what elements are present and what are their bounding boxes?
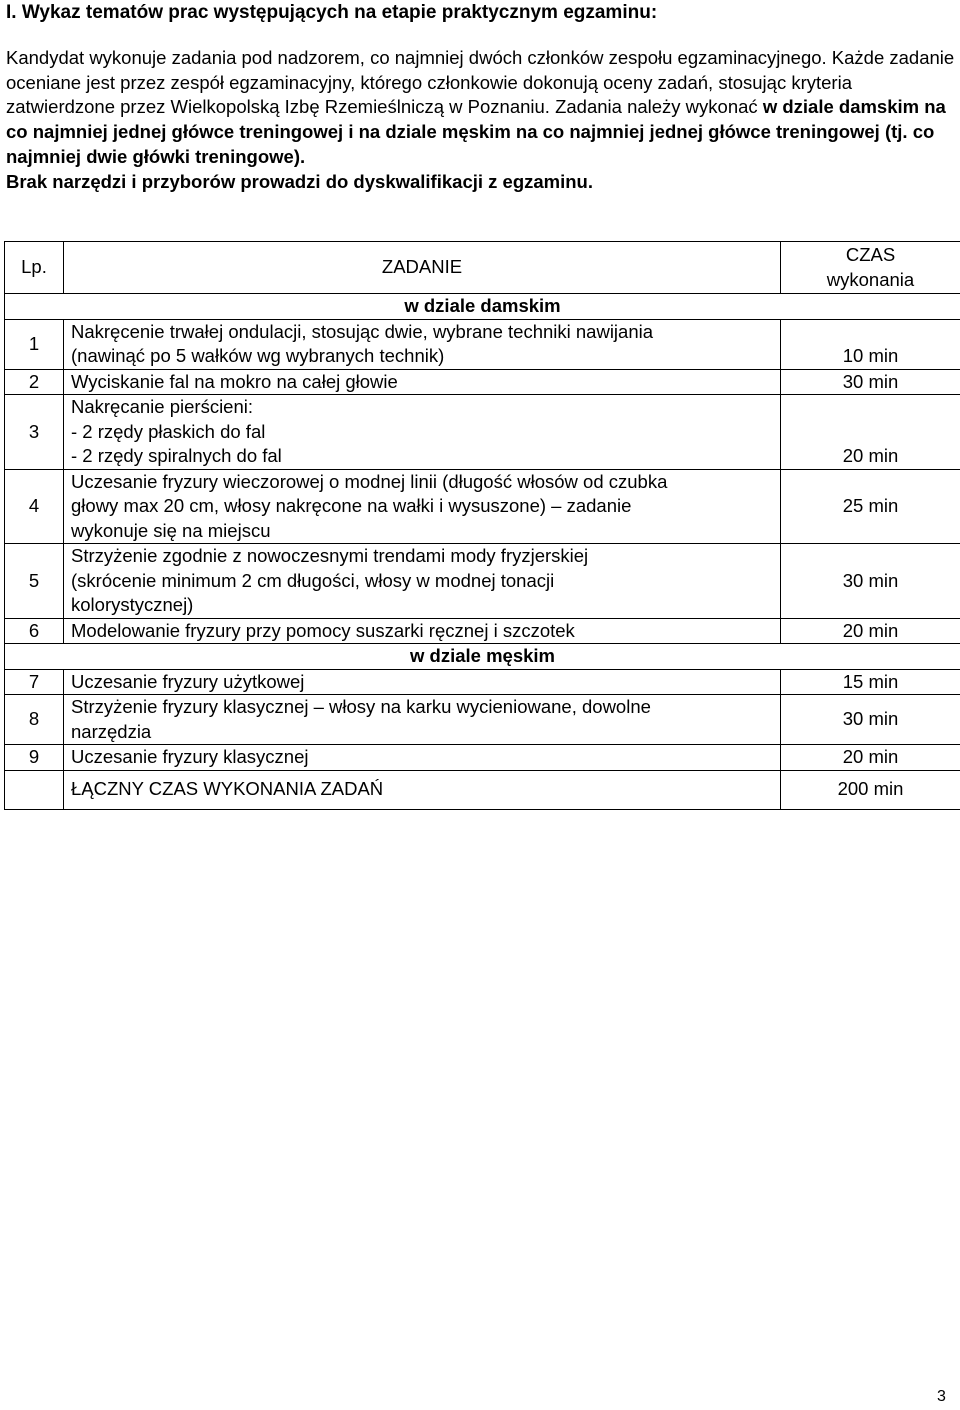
row-time: 20 min	[781, 745, 960, 771]
table-row	[5, 745, 960, 771]
row-task	[64, 469, 781, 544]
row-lp: 3	[5, 395, 64, 470]
row-lp: 7	[5, 669, 64, 695]
row-lp: 5	[5, 544, 64, 619]
page-heading: I. Wykaz tematów prac występujących na etapie praktycznym egzaminu:	[6, 2, 658, 23]
header-task: ZADANIE	[64, 242, 781, 294]
total-time: 200 min	[781, 770, 960, 809]
row-task	[64, 319, 781, 369]
row-time: 10 min	[781, 319, 960, 369]
table-row	[5, 695, 960, 745]
row-lp: 1	[5, 319, 64, 369]
row-time: 30 min	[781, 369, 960, 395]
table-row	[5, 319, 960, 369]
row-task: Uczesanie fryzury użytkowej	[64, 669, 781, 695]
row-time: 15 min	[781, 669, 960, 695]
row-task: Modelowanie fryzury przy pomocy suszarki ręcznej i szczotek	[64, 618, 781, 644]
task-line: kolorystycznej)	[71, 594, 194, 615]
task-line: - 2 rzędy płaskich do fal	[71, 420, 266, 442]
row-lp: 4	[5, 469, 64, 544]
row-lp: 6	[5, 618, 64, 644]
table-row	[5, 618, 960, 644]
total-label: ŁĄCZNY CZAS WYKONANIA ZADAŃ	[64, 770, 781, 809]
task-line: narzędzia	[71, 720, 152, 742]
table-row	[5, 669, 960, 695]
tasks-table	[4, 241, 960, 810]
row-time: 20 min	[781, 618, 960, 644]
table-row	[5, 395, 960, 470]
task-line: - 2 rzędy spiralnych do fal	[71, 445, 282, 466]
page-number: 3	[937, 1388, 946, 1405]
row-task: Uczesanie fryzury klasycznej	[64, 745, 781, 771]
task-line: głowy max 20 cm, włosy nakręcone na wałki i wysuszone) – zadanie	[71, 495, 632, 516]
header-lp: Lp.	[5, 242, 64, 294]
row-task	[64, 695, 781, 745]
row-task	[64, 395, 781, 470]
task-line: Strzyżenie zgodnie z nowoczesnymi trendami mody fryzjerskiej	[71, 545, 589, 566]
task-line: Strzyżenie fryzury klasycznej – włosy na karku wycieniowane, dowolne	[71, 696, 651, 717]
total-row	[5, 770, 960, 809]
task-line: Nakręcanie pierścieni:	[71, 396, 254, 417]
row-lp: 9	[5, 745, 64, 771]
header-time-line2: wykonania	[826, 268, 915, 290]
task-line: Nakręcenie trwałej ondulacji, stosując dwie, wybrane techniki nawijania	[71, 320, 654, 342]
table-header-row	[5, 242, 960, 294]
total-empty-cell	[5, 770, 64, 809]
header-time-line1: CZAS	[845, 244, 896, 265]
row-time: 25 min	[781, 469, 960, 544]
task-line: Uczesanie fryzury wieczorowej o modnej linii (długość włosów od czubka	[71, 470, 668, 492]
header-time	[781, 242, 960, 294]
section-row-women	[5, 294, 960, 320]
intro-bold-warning: Brak narzędzi i przyborów prowadzi do dyskwalifikacji z egzaminu.	[6, 170, 593, 192]
task-line: (nawinąć po 5 wałków wg wybranych technik)	[71, 345, 445, 366]
row-time: 30 min	[781, 695, 960, 745]
row-lp: 8	[5, 695, 64, 745]
section-women: w dziale damskim	[5, 294, 960, 320]
table-row	[5, 544, 960, 619]
task-line: (skrócenie minimum 2 cm długości, włosy w modnej tonacji	[71, 569, 555, 591]
row-task	[64, 544, 781, 619]
table-row	[5, 369, 960, 395]
row-lp: 2	[5, 369, 64, 395]
task-line: wykonuje się na miejscu	[71, 519, 271, 541]
section-men: w dziale męskim	[5, 644, 960, 670]
row-time: 20 min	[781, 395, 960, 470]
intro-bold-requirement: w dziale damskim na co najmniej jednej główce treningowej i na dziale męskim na co najmniej jednej główce treningowej (tj. co najmniej dwie główki treningowe).	[6, 96, 946, 167]
intro-text: Kandydat wykonuje zadania pod nadzorem, co najmniej dwóch członków zespołu egzaminacyjnego. Każde zadanie oceniane jest przez zespół egzaminacyjny, którego członkowie dokonują oceny zadań, stosując kryteria zatwierdzone przez Wielkopolską Izbę Rzemieślniczą w Poznaniu. Zadania należy wykonać	[6, 47, 955, 118]
intro-paragraph	[6, 46, 956, 194]
row-time: 30 min	[781, 544, 960, 619]
section-row-men	[5, 644, 960, 670]
row-task: Wyciskanie fal na mokro na całej głowie	[64, 369, 781, 395]
table-row	[5, 469, 960, 544]
